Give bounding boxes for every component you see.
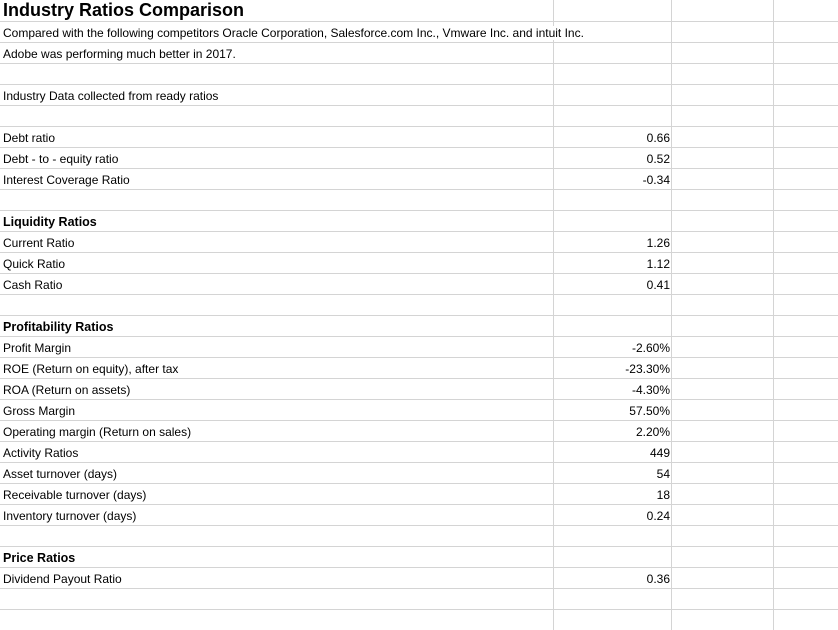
ratio-label: Quick Ratio — [3, 257, 66, 271]
ratio-value: 1.12 — [646, 257, 670, 271]
ratio-label: Dividend Payout Ratio — [3, 572, 122, 586]
sheet-title: Industry Ratios Comparison — [3, 0, 245, 20]
ratio-label: Profit Margin — [3, 341, 72, 355]
ratio-value: 0.36 — [646, 572, 670, 586]
table-row[interactable] — [0, 274, 838, 295]
ratio-value: -4.30% — [631, 383, 670, 397]
section-heading: Liquidity Ratios — [3, 215, 97, 229]
empty-row[interactable] — [0, 610, 838, 630]
ratio-label: Receivable turnover (days) — [3, 488, 147, 502]
empty-row[interactable] — [0, 295, 838, 316]
ratio-value: 0.52 — [646, 152, 670, 166]
ratio-label: Activity Ratios — [3, 446, 79, 460]
table-row[interactable] — [0, 568, 838, 589]
ratio-value: 1.26 — [646, 236, 670, 250]
ratio-label: ROA (Return on assets) — [3, 383, 131, 397]
table-row[interactable] — [0, 505, 838, 526]
sheet-row[interactable] — [0, 0, 838, 22]
table-row[interactable] — [0, 379, 838, 400]
ratio-value: 0.24 — [646, 509, 670, 523]
section-heading-row[interactable] — [0, 316, 838, 337]
intro-text: Adobe was performing much better in 2017. — [3, 47, 236, 61]
empty-row[interactable] — [0, 526, 838, 547]
ratio-label: Interest Coverage Ratio — [3, 173, 130, 187]
ratio-value: 449 — [649, 446, 670, 460]
sheet-row[interactable] — [0, 22, 838, 43]
ratio-value: 57.50% — [629, 404, 670, 418]
ratio-value: 18 — [656, 488, 670, 502]
table-row[interactable] — [0, 400, 838, 421]
table-row[interactable] — [0, 484, 838, 505]
ratio-label: Debt ratio — [3, 131, 56, 145]
section-heading: Price Ratios — [3, 551, 76, 565]
ratio-value: 2.20% — [635, 425, 670, 439]
ratio-label: ROE (Return on equity), after tax — [3, 362, 179, 376]
ratio-label: Current Ratio — [3, 236, 75, 250]
table-row[interactable] — [0, 169, 838, 190]
section-heading: Profitability Ratios — [3, 320, 114, 334]
table-row[interactable] — [0, 358, 838, 379]
ratio-label: Asset turnover (days) — [3, 467, 118, 481]
sheet-row[interactable] — [0, 85, 838, 106]
source-note: Industry Data collected from ready ratios — [3, 89, 219, 103]
ratio-value: 0.66 — [646, 131, 670, 145]
ratio-value: -0.34 — [642, 173, 670, 187]
section-heading-row[interactable] — [0, 547, 838, 568]
table-row[interactable] — [0, 232, 838, 253]
ratio-value: -23.30% — [625, 362, 670, 376]
ratio-label: Gross Margin — [3, 404, 76, 418]
table-row[interactable] — [0, 442, 838, 463]
ratio-label: Cash Ratio — [3, 278, 63, 292]
table-row[interactable] — [0, 421, 838, 442]
ratio-value: -2.60% — [631, 341, 670, 355]
empty-row[interactable] — [0, 64, 838, 85]
ratio-label: Debt - to - equity ratio — [3, 152, 119, 166]
ratio-value: 54 — [656, 467, 670, 481]
empty-row[interactable] — [0, 106, 838, 127]
table-row[interactable] — [0, 253, 838, 274]
sheet-row[interactable] — [0, 43, 838, 64]
ratio-value: 0.41 — [646, 278, 670, 292]
intro-text: Compared with the following competitors Oracle Corporation, Salesforce.com Inc., Vmware Inc. and intuit Inc. — [3, 26, 584, 40]
empty-row[interactable] — [0, 589, 838, 610]
ratio-label: Inventory turnover (days) — [3, 509, 137, 523]
section-heading-row[interactable] — [0, 211, 838, 232]
empty-row[interactable] — [0, 190, 838, 211]
ratio-label: Operating margin (Return on sales) — [3, 425, 192, 439]
table-row[interactable] — [0, 337, 838, 358]
table-row[interactable] — [0, 148, 838, 169]
table-row[interactable] — [0, 127, 838, 148]
table-row[interactable] — [0, 463, 838, 484]
